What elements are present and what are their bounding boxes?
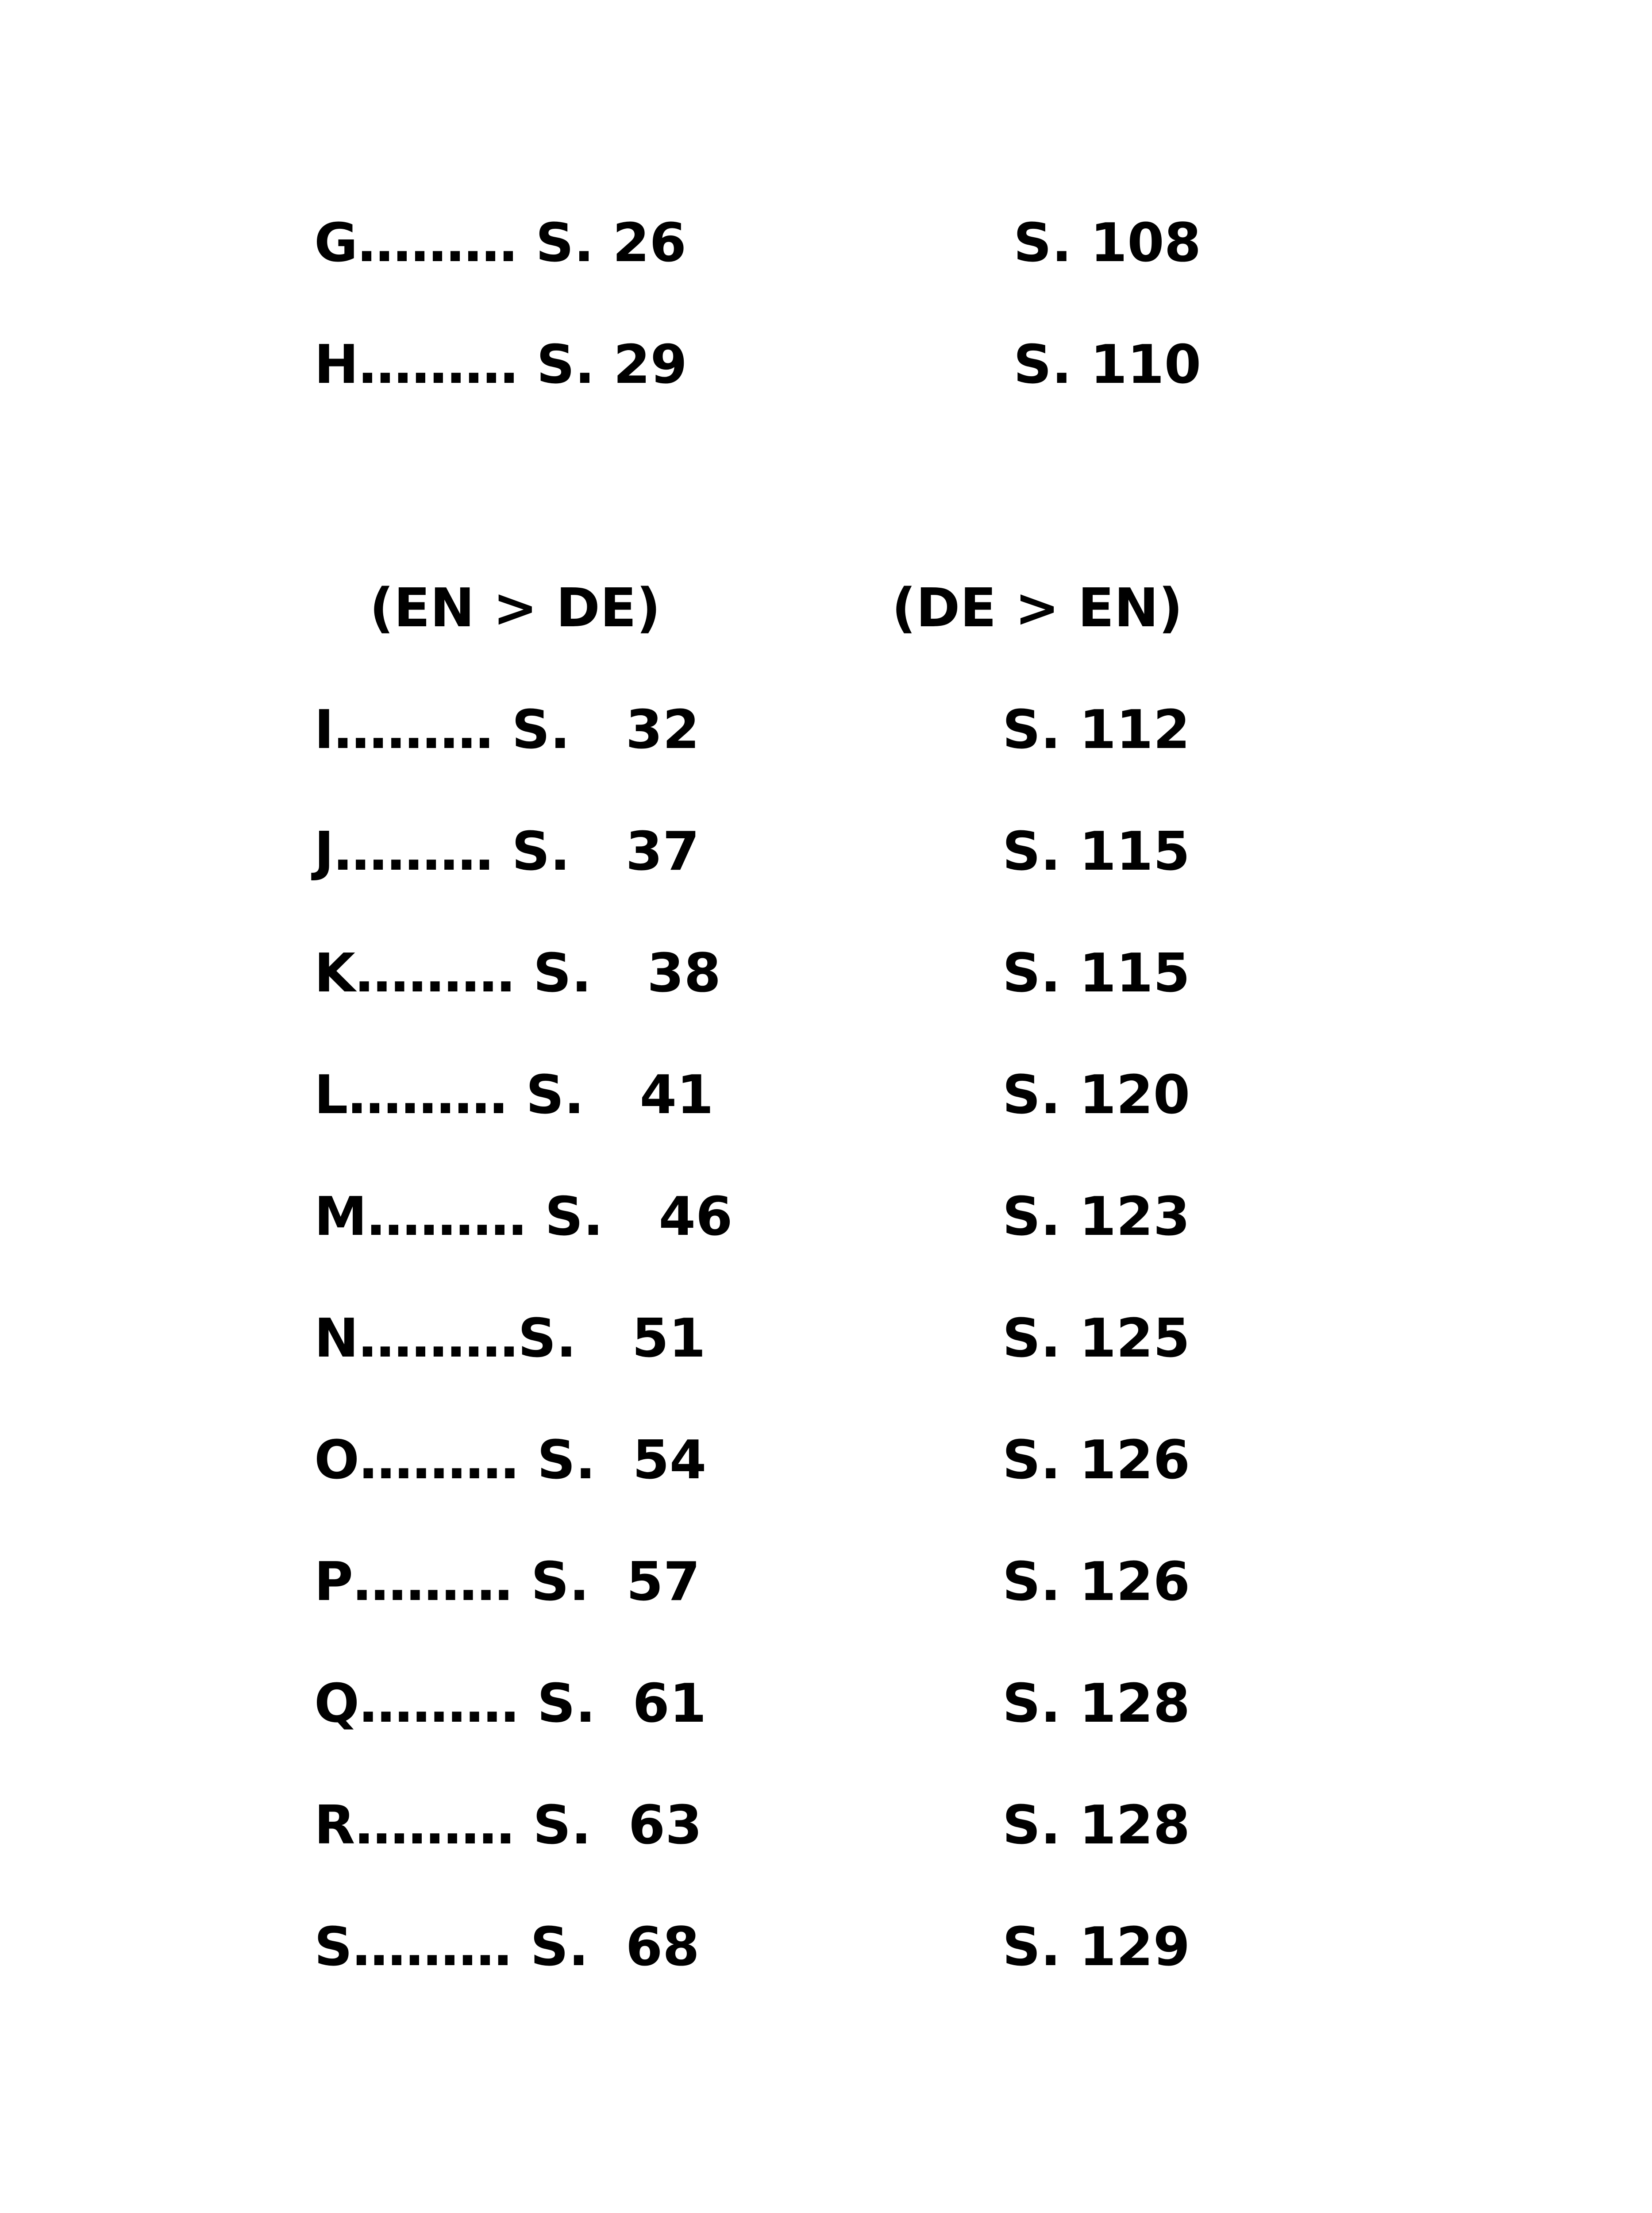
- index-entry-en-de: L……… S. 41: [314, 1064, 714, 1126]
- index-entry-en-de: R……… S. 63: [314, 1795, 702, 1856]
- index-entry-en-de: H……… S. 29: [314, 334, 687, 396]
- index-entry-de-en: S. 120: [1002, 1064, 1190, 1126]
- index-entry-de-en: S. 115: [1002, 943, 1190, 1004]
- header-en-de: (EN > DE): [370, 578, 661, 639]
- index-entry-en-de: O……… S. 54: [314, 1430, 707, 1491]
- index-entry-de-en: S. 126: [1002, 1430, 1190, 1491]
- index-entry-en-de: P……… S. 57: [314, 1551, 701, 1613]
- header-de-en: (DE > EN): [892, 578, 1183, 639]
- index-entry-en-de: G……… S. 26: [314, 212, 687, 274]
- index-entry-en-de: S……… S. 68: [314, 1916, 700, 1978]
- index-entry-de-en: S. 123: [1002, 1186, 1190, 1248]
- index-entry-en-de: K……… S. 38: [314, 943, 721, 1004]
- index-entry-de-en: S. 128: [1002, 1673, 1190, 1735]
- index-entry-en-de: N………S. 51: [314, 1308, 706, 1369]
- index-entry-de-en: S. 129: [1002, 1916, 1190, 1978]
- index-entry-de-en: S. 110: [1013, 334, 1201, 396]
- index-entry-en-de: M……… S. 46: [314, 1186, 733, 1248]
- index-entry-de-en: S. 125: [1002, 1308, 1190, 1369]
- index-entry-en-de: I……… S. 32: [314, 699, 700, 761]
- index-entry-de-en: S. 112: [1002, 699, 1190, 761]
- index-entry-de-en: S. 115: [1002, 821, 1190, 883]
- index-entry-en-de: J……… S. 37: [314, 821, 700, 883]
- index-entry-en-de: Q……… S. 61: [314, 1673, 707, 1735]
- index-entry-de-en: S. 126: [1002, 1551, 1190, 1613]
- index-entry-de-en: S. 128: [1002, 1795, 1190, 1856]
- index-entry-de-en: S. 108: [1013, 212, 1201, 274]
